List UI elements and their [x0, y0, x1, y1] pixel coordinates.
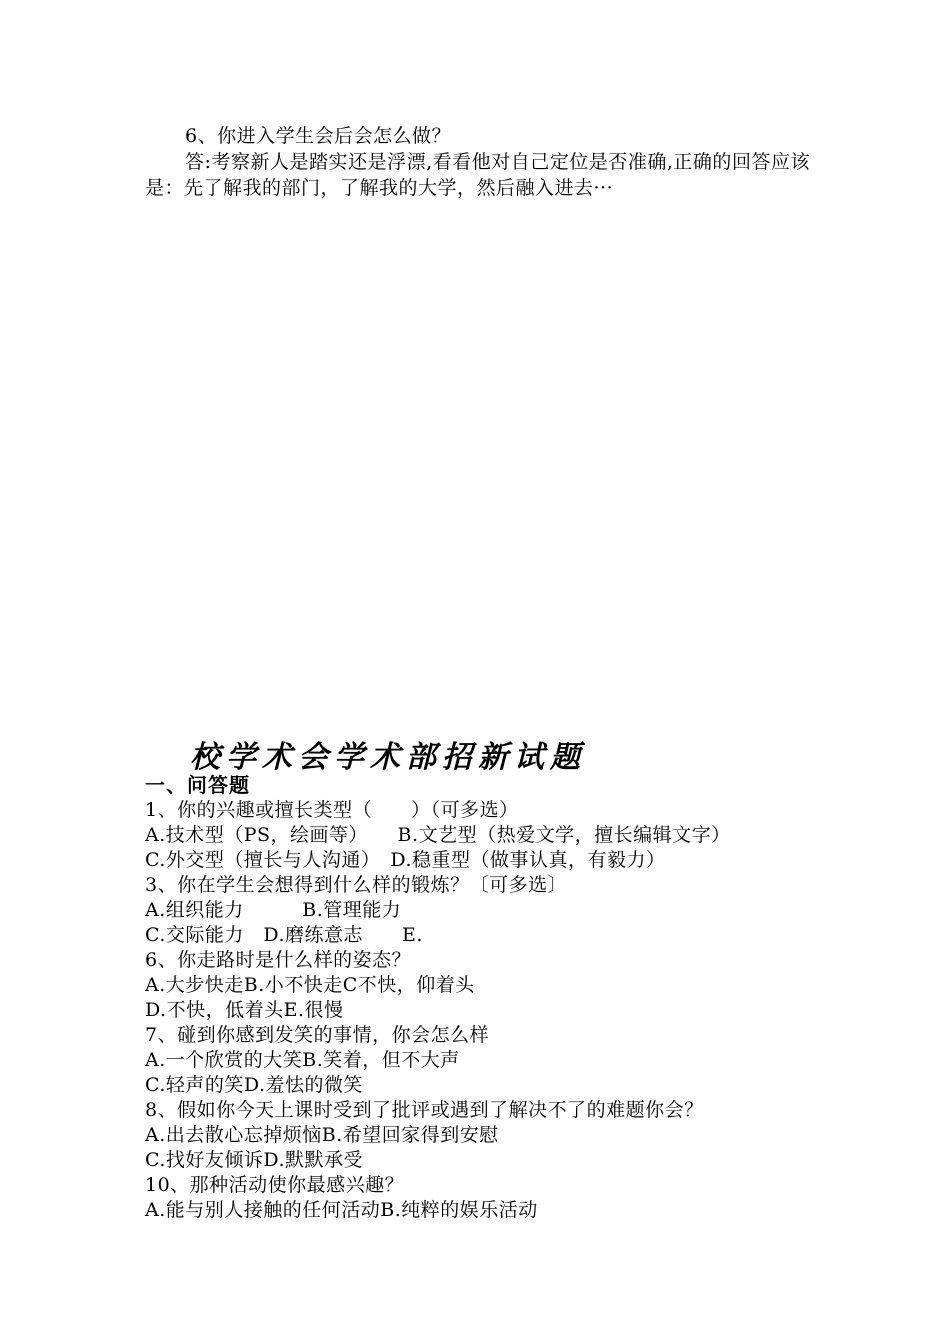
question-1-options-ab: A.技术型（PS，绘画等） B.文艺型（热爱文学，擅长编辑文字） — [145, 824, 731, 846]
question-8-options-cd: C.找好友倾诉D.默默承受 — [145, 1149, 363, 1171]
top-qa-block — [145, 124, 810, 201]
question-1-options-cd: C.外交型（擅长与人沟通） D.稳重型（做事认真，有毅力） — [145, 849, 666, 871]
question-3-options-cde: C.交际能力 D.磨练意志 E. — [145, 924, 423, 946]
section-heading: 一、问答题 — [145, 773, 250, 797]
question-3: 3、你在学生会想得到什么样的锻炼？〔可多选〕 — [145, 874, 568, 896]
question-6-options-abc: A.大步快走B.小不快走C不快，仰着头 — [145, 974, 475, 996]
exam-title: 校学术会学术部招新试题 — [190, 740, 586, 775]
question-7: 7、碰到你感到发笑的事情，你会怎么样 — [145, 1024, 490, 1046]
question-6-options-de: D.不快，低着头E.很慢 — [145, 999, 344, 1021]
question-7-options-cd: C.轻声的笑D.羞怯的微笑 — [145, 1074, 363, 1096]
question-8: 8、假如你今天上课时受到了批评或遇到了解决不了的难题你会？ — [145, 1099, 704, 1121]
question-6-heading: 6、你进入学生会后会怎么做？ — [185, 125, 452, 147]
exam-body — [145, 772, 810, 1223]
question-10-options-ab: A.能与别人接触的任何活动B.纯粹的娱乐活动 — [145, 1199, 538, 1221]
question-6: 6、你走路时是什么样的姿态？ — [145, 949, 412, 971]
question-1: 1、你的兴趣或擅长类型（ ）（可多选） — [145, 799, 519, 821]
question-6-answer: 答:考察新人是踏实还是浮漂,看看他对自己定位是否准确,正确的回答应该是：先了解我的部门，了解我的大学，然后融入进去··· — [145, 151, 810, 199]
question-10: 10、那种活动使你最感兴趣？ — [145, 1174, 405, 1196]
question-3-options-ab: A.组织能力 B.管理能力 — [145, 899, 402, 921]
question-7-options-ab: A.一个欣赏的大笑B.笑着，但不大声 — [145, 1049, 460, 1071]
question-8-options-ab: A.出去散心忘掉烦恼B.希望回家得到安慰 — [145, 1124, 499, 1146]
